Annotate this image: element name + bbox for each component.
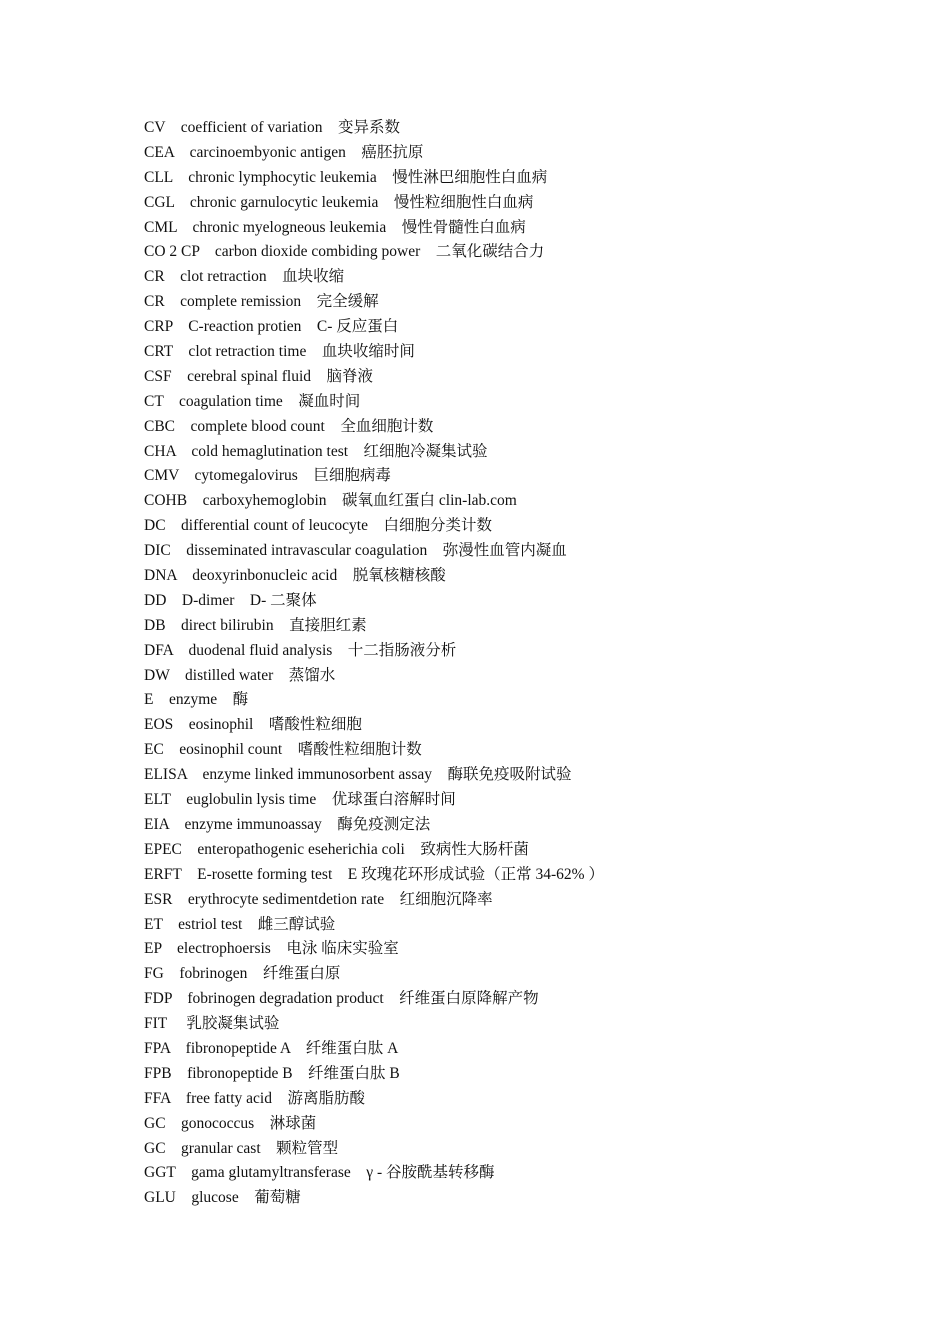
abbreviation-entry: GC granular cast 颗粒管型 — [144, 1139, 339, 1157]
abbreviation-entry: EP electrophoersis 电泳 临床实验室 — [144, 940, 399, 958]
abbreviation-entry: CRT clot retraction time 血块收缩时间 — [144, 343, 415, 361]
abbreviation-entry: CR clot retraction 血块收缩 — [144, 268, 345, 286]
abbreviation-entry: CR complete remission 完全缓解 — [144, 293, 379, 311]
abbreviation-entry: GGT gama glutamyltransferase γ - 谷胺酰基转移酶 — [144, 1164, 495, 1182]
abbreviation-entry: ELT euglobulin lysis time 优球蛋白溶解时间 — [144, 791, 456, 809]
abbreviation-entry: EIA enzyme immunoassay 酶免疫测定法 — [144, 815, 431, 833]
abbreviation-entry: CV coefficient of variation 变异系数 — [144, 119, 400, 136]
abbreviation-entry: CSF cerebral spinal fluid 脑脊液 — [144, 367, 374, 385]
abbreviation-entry: ET estriol test 雌三醇试验 — [144, 915, 336, 933]
abbreviation-entry: CRP C-reaction protien C- 反应蛋白 — [144, 318, 399, 336]
abbreviation-entry: CT coagulation time 凝血时间 — [144, 392, 361, 410]
abbreviation-entry: GLU glucose 葡萄糖 — [144, 1189, 301, 1207]
abbreviation-entry: EOS eosinophil 嗜酸性粒细胞 — [144, 716, 362, 734]
abbreviation-entry: FG fobrinogen 纤维蛋白原 — [144, 965, 341, 983]
abbreviation-entry: FPB fibronopeptide B 纤维蛋白肽 B — [144, 1064, 400, 1082]
abbreviation-entry: CEA carcinoembyonic antigen 癌胚抗原 — [144, 143, 424, 161]
abbreviation-entry: CML chronic myelogneous leukemia 慢性骨髓性白血病 — [144, 218, 526, 236]
abbreviation-entry: GC gonococcus 淋球菌 — [144, 1114, 317, 1132]
abbreviation-entry: CHA cold hemaglutination test 红细胞冷凝集试验 — [144, 442, 488, 460]
abbreviation-entry: ERFT E-rosette forming test E 玫瑰花环形成试验（正常 34-62% ） — [144, 865, 604, 883]
abbreviation-entry: DB direct bilirubin 直接胆红素 — [144, 616, 367, 634]
abbreviation-entry: DC differential count of leucocyte 白细胞分类计数 — [144, 517, 492, 535]
abbreviation-entry: ESR erythrocyte sedimentdetion rate 红细胞沉降率 — [144, 890, 493, 908]
abbreviation-entry: FIT 乳胶凝集试验 — [144, 1015, 280, 1033]
abbreviation-entry: DNA deoxyrinbonucleic acid 脱氧核糖核酸 — [144, 567, 446, 585]
abbreviation-entry: CLL chronic lymphocytic leukemia 慢性淋巴细胞性白血病 — [144, 168, 548, 186]
abbreviation-entry: CBC complete blood count 全血细胞计数 — [144, 417, 434, 435]
abbreviation-entry: DD D-dimer D- 二聚体 — [144, 591, 317, 609]
abbreviation-entry: DW distilled water 蒸馏水 — [144, 666, 336, 684]
abbreviation-entry: DFA duodenal fluid analysis 十二指肠液分析 — [144, 641, 457, 659]
abbreviation-entry: CMV cytomegalovirus 巨细胞病毒 — [144, 467, 391, 485]
abbreviation-entry: ELISA enzyme linked immunosorbent assay 酶联免疫吸附试验 — [144, 766, 572, 784]
abbreviation-entry: CO 2 CP carbon dioxide combiding power 二氧化碳结合力 — [144, 243, 545, 261]
abbreviation-entry: EC eosinophil count 嗜酸性粒细胞计数 — [144, 741, 422, 759]
abbreviation-list — [144, 116, 924, 1211]
abbreviation-entry: FDP fobrinogen degradation product 纤维蛋白原降解产物 — [144, 990, 539, 1008]
abbreviation-entry: E enzyme 酶 — [144, 691, 249, 709]
abbreviation-entry: FFA free fatty acid 游离脂肪酸 — [144, 1089, 365, 1107]
abbreviation-entry: DIC disseminated intravascular coagulation 弥漫性血管内凝血 — [144, 542, 567, 560]
abbreviation-entry: EPEC enteropathogenic eseherichia coli 致病性大肠杆菌 — [144, 840, 529, 858]
abbreviation-entry: CGL chronic garnulocytic leukemia 慢性粒细胞性白血病 — [144, 193, 534, 211]
abbreviation-entry: FPA fibronopeptide A 纤维蛋白肽 A — [144, 1039, 399, 1057]
abbreviation-entry: COHB carboxyhemoglobin 碳氧血红蛋白 clin-lab.com — [144, 492, 517, 510]
